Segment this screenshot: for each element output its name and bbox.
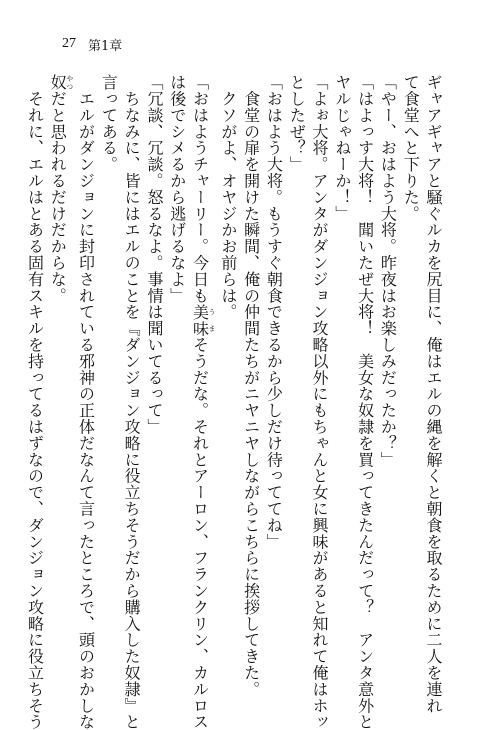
body-text	[25, 74, 444, 730]
text-line: 「おはようチャーリー。今日も美味うまそうだな。それとアーロン、フランクリン、カルロス	[190, 74, 217, 730]
text-line: 言ってある。	[99, 74, 119, 173]
text-line: 「冗談、冗談。怒るなよ。事情は聞いてるって」	[144, 74, 164, 435]
ruby-annotation: 美味うま	[190, 303, 217, 337]
text-line: ギャアギャアと騒ぐルカを尻目に、俺はエルの縄を解くと朝食を取るために二人を連れ	[424, 74, 443, 714]
text-line: て食堂へと下りた。	[401, 74, 421, 222]
text-line: それに、エルはとある固有スキルを持ってるはずなので、ダンジョン攻略に役立ちそう	[25, 74, 45, 730]
text-line: ヤルじゃねーか！」	[332, 74, 352, 222]
ruby-annotation: 奴やつ	[48, 74, 74, 91]
chapter-title: 第1章	[88, 38, 123, 54]
text-line: 食堂の扉を開けた瞬間、俺の仲間たちがニヤニヤしながらこちらに挨拶してきた。	[241, 74, 261, 698]
page-number: 27	[62, 36, 76, 51]
text-line: 「やー、おはよう大将。昨夜はお楽しみだったか？」	[378, 74, 398, 468]
text-line: は後でシメるから逃げるなよ」	[167, 74, 187, 304]
text-line: 「おはよう大将。もうすぐ朝食できるから少しだけ待っててね」	[264, 74, 284, 550]
text-line: クソがよ、オヤジかお前らは。	[218, 74, 238, 320]
text-line: エルがダンジョンに封印されている邪神の正体だなんて言ったところで、頭のおかしな	[76, 74, 96, 730]
text-line: 「はよっす大将！ 聞いたぜ大将！ 美女な奴隷を買ってきたんだって？ アンタ意外と	[355, 74, 375, 730]
text-line: としたぜ？」	[287, 74, 307, 173]
running-header	[62, 34, 122, 54]
text-line: 「よぉ大将。アンタがダンジョン攻略以外にもちゃんと女に興味があると知れて俺はホッ	[310, 74, 330, 730]
text-line: ちなみに、皆にはエルのことを『ダンジョン攻略に役立ちそうだから購入した奴隷』と	[122, 74, 142, 730]
text-line: 奴やつだと思われるだけだからな。	[48, 74, 74, 304]
